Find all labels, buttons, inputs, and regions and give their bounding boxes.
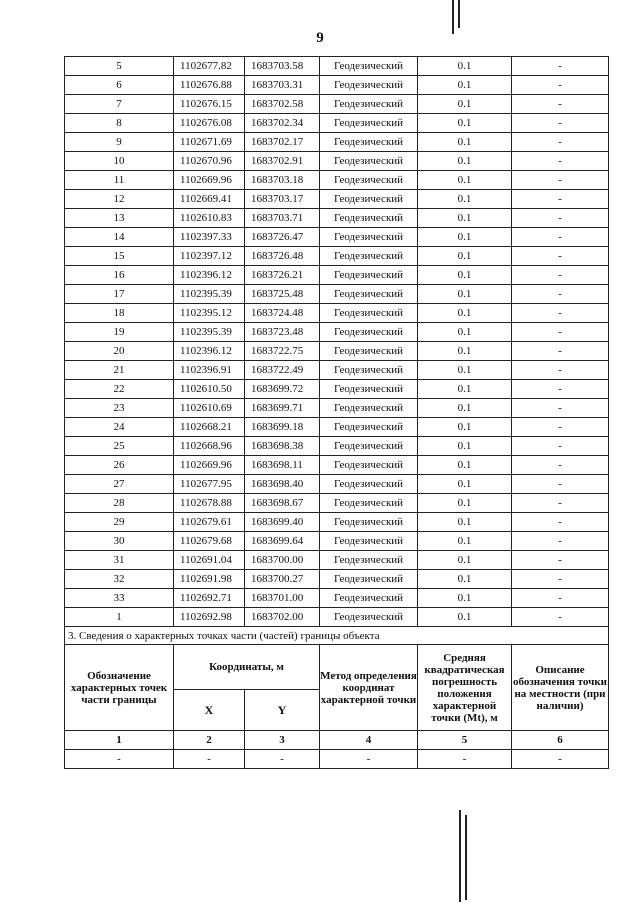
x-coordinate-cell: 1102396.91	[174, 361, 245, 380]
error-cell: 0.1	[418, 532, 512, 551]
method-cell: Геодезический	[320, 513, 418, 532]
method-cell: Геодезический	[320, 456, 418, 475]
method-cell: Геодезический	[320, 247, 418, 266]
x-coordinate-cell: 1102677.95	[174, 475, 245, 494]
table-row	[65, 247, 609, 266]
method-cell: Геодезический	[320, 608, 418, 627]
x-coordinate-cell: 1102679.61	[174, 513, 245, 532]
error-cell: 0.1	[418, 589, 512, 608]
y-coordinate-cell: 1683701.00	[245, 589, 320, 608]
error-cell: 0.1	[418, 418, 512, 437]
x-coordinate-cell: 1102395.39	[174, 285, 245, 304]
header-error: Средняя квадратическая погрешность положения характерной точки (Mt), м	[418, 645, 512, 731]
point-number-cell: 33	[65, 589, 174, 608]
description-cell: -	[512, 323, 609, 342]
table-row	[65, 152, 609, 171]
point-number-cell: 23	[65, 399, 174, 418]
method-cell: Геодезический	[320, 304, 418, 323]
y-coordinate-cell: 1683702.91	[245, 152, 320, 171]
y-coordinate-cell: 1683726.21	[245, 266, 320, 285]
description-cell: -	[512, 152, 609, 171]
description-cell: -	[512, 589, 609, 608]
method-cell: Геодезический	[320, 551, 418, 570]
point-number-cell: 8	[65, 114, 174, 133]
method-cell: Геодезический	[320, 418, 418, 437]
description-cell: -	[512, 475, 609, 494]
error-cell: 0.1	[418, 266, 512, 285]
point-number-cell: 25	[65, 437, 174, 456]
column-number: 3	[245, 731, 320, 750]
method-cell: Геодезический	[320, 323, 418, 342]
x-coordinate-cell: 1102692.71	[174, 589, 245, 608]
description-cell: -	[512, 399, 609, 418]
x-coordinate-cell: 1102610.69	[174, 399, 245, 418]
x-coordinate-cell: 1102679.68	[174, 532, 245, 551]
table-row	[65, 399, 609, 418]
x-coordinate-cell: 1102396.12	[174, 266, 245, 285]
description-cell: -	[512, 551, 609, 570]
y-coordinate-cell: 1683723.48	[245, 323, 320, 342]
table-row	[65, 342, 609, 361]
scan-mark-bottom	[459, 810, 461, 902]
error-cell: 0.1	[418, 323, 512, 342]
error-cell: 0.1	[418, 190, 512, 209]
method-cell: Геодезический	[320, 285, 418, 304]
empty-cell: -	[174, 750, 245, 769]
x-coordinate-cell: 1102669.96	[174, 456, 245, 475]
y-coordinate-cell: 1683703.17	[245, 190, 320, 209]
scan-mark-top	[452, 0, 454, 34]
table-row	[65, 190, 609, 209]
y-coordinate-cell: 1683699.72	[245, 380, 320, 399]
error-cell: 0.1	[418, 513, 512, 532]
table-row	[65, 133, 609, 152]
x-coordinate-cell: 1102691.04	[174, 551, 245, 570]
table-row	[65, 570, 609, 589]
description-cell: -	[512, 418, 609, 437]
y-coordinate-cell: 1683722.49	[245, 361, 320, 380]
error-cell: 0.1	[418, 437, 512, 456]
x-coordinate-cell: 1102691.98	[174, 570, 245, 589]
method-cell: Геодезический	[320, 342, 418, 361]
description-cell: -	[512, 114, 609, 133]
table-row	[65, 380, 609, 399]
description-cell: -	[512, 76, 609, 95]
y-coordinate-cell: 1683698.38	[245, 437, 320, 456]
description-cell: -	[512, 57, 609, 76]
x-coordinate-cell: 1102397.33	[174, 228, 245, 247]
y-coordinate-cell: 1683703.18	[245, 171, 320, 190]
error-cell: 0.1	[418, 209, 512, 228]
description-cell: -	[512, 266, 609, 285]
point-number-cell: 13	[65, 209, 174, 228]
y-coordinate-cell: 1683724.48	[245, 304, 320, 323]
table-row	[65, 532, 609, 551]
error-cell: 0.1	[418, 456, 512, 475]
error-cell: 0.1	[418, 475, 512, 494]
y-coordinate-cell: 1683699.71	[245, 399, 320, 418]
table-row	[65, 608, 609, 627]
point-number-cell: 31	[65, 551, 174, 570]
header-designation: Обозначение характерных точек части границы	[65, 645, 174, 731]
point-number-cell: 18	[65, 304, 174, 323]
point-number-cell: 11	[65, 171, 174, 190]
column-numbers-row	[65, 731, 609, 750]
y-coordinate-cell: 1683702.17	[245, 133, 320, 152]
table-row	[65, 228, 609, 247]
description-cell: -	[512, 209, 609, 228]
error-cell: 0.1	[418, 247, 512, 266]
section-3-title: 3. Сведения о характерных точках части (частей) границы объекта	[65, 627, 609, 645]
y-coordinate-cell: 1683703.58	[245, 57, 320, 76]
method-cell: Геодезический	[320, 380, 418, 399]
method-cell: Геодезический	[320, 494, 418, 513]
y-coordinate-cell: 1683698.67	[245, 494, 320, 513]
description-cell: -	[512, 190, 609, 209]
y-coordinate-cell: 1683703.71	[245, 209, 320, 228]
table-row	[65, 513, 609, 532]
point-number-cell: 20	[65, 342, 174, 361]
y-coordinate-cell: 1683699.64	[245, 532, 320, 551]
x-coordinate-cell: 1102670.96	[174, 152, 245, 171]
y-coordinate-cell: 1683699.40	[245, 513, 320, 532]
point-number-cell: 22	[65, 380, 174, 399]
error-cell: 0.1	[418, 380, 512, 399]
point-number-cell: 9	[65, 133, 174, 152]
point-number-cell: 27	[65, 475, 174, 494]
header-coordinates: Координаты, м	[174, 645, 320, 690]
description-cell: -	[512, 570, 609, 589]
error-cell: 0.1	[418, 152, 512, 171]
method-cell: Геодезический	[320, 57, 418, 76]
description-cell: -	[512, 456, 609, 475]
method-cell: Геодезический	[320, 76, 418, 95]
x-coordinate-cell: 1102668.96	[174, 437, 245, 456]
y-coordinate-cell: 1683703.31	[245, 76, 320, 95]
point-number-cell: 1	[65, 608, 174, 627]
table-row	[65, 361, 609, 380]
point-number-cell: 28	[65, 494, 174, 513]
column-number: 1	[65, 731, 174, 750]
table-row	[65, 266, 609, 285]
y-coordinate-cell: 1683700.27	[245, 570, 320, 589]
point-number-cell: 30	[65, 532, 174, 551]
page-number: 9	[316, 30, 324, 46]
table-row	[65, 57, 609, 76]
x-coordinate-cell: 1102610.50	[174, 380, 245, 399]
x-coordinate-cell: 1102396.12	[174, 342, 245, 361]
x-coordinate-cell: 1102676.15	[174, 95, 245, 114]
method-cell: Геодезический	[320, 209, 418, 228]
description-cell: -	[512, 285, 609, 304]
empty-cell: -	[245, 750, 320, 769]
y-coordinate-cell: 1683702.00	[245, 608, 320, 627]
x-coordinate-cell: 1102395.12	[174, 304, 245, 323]
method-cell: Геодезический	[320, 475, 418, 494]
x-coordinate-cell: 1102395.39	[174, 323, 245, 342]
table-row	[65, 456, 609, 475]
empty-cell: -	[65, 750, 174, 769]
description-cell: -	[512, 513, 609, 532]
error-cell: 0.1	[418, 304, 512, 323]
y-coordinate-cell: 1683725.48	[245, 285, 320, 304]
error-cell: 0.1	[418, 133, 512, 152]
empty-part-row	[65, 750, 609, 769]
coordinates-table-body	[65, 57, 609, 627]
description-cell: -	[512, 437, 609, 456]
table-row	[65, 589, 609, 608]
y-coordinate-cell: 1683722.75	[245, 342, 320, 361]
column-number: 4	[320, 731, 418, 750]
x-coordinate-cell: 1102678.88	[174, 494, 245, 513]
table-row	[65, 323, 609, 342]
x-coordinate-cell: 1102671.69	[174, 133, 245, 152]
error-cell: 0.1	[418, 228, 512, 247]
table-row	[65, 551, 609, 570]
point-number-cell: 24	[65, 418, 174, 437]
description-cell: -	[512, 228, 609, 247]
point-number-cell: 10	[65, 152, 174, 171]
table-row	[65, 304, 609, 323]
y-coordinate-cell: 1683702.58	[245, 95, 320, 114]
method-cell: Геодезический	[320, 532, 418, 551]
method-cell: Геодезический	[320, 589, 418, 608]
x-coordinate-cell: 1102692.98	[174, 608, 245, 627]
method-cell: Геодезический	[320, 361, 418, 380]
error-cell: 0.1	[418, 570, 512, 589]
point-number-cell: 19	[65, 323, 174, 342]
method-cell: Геодезический	[320, 171, 418, 190]
error-cell: 0.1	[418, 76, 512, 95]
x-coordinate-cell: 1102669.41	[174, 190, 245, 209]
x-coordinate-cell: 1102676.88	[174, 76, 245, 95]
description-cell: -	[512, 361, 609, 380]
y-coordinate-cell: 1683698.11	[245, 456, 320, 475]
description-cell: -	[512, 608, 609, 627]
method-cell: Геодезический	[320, 152, 418, 171]
description-cell: -	[512, 304, 609, 323]
header-x: X	[174, 690, 245, 731]
method-cell: Геодезический	[320, 133, 418, 152]
method-cell: Геодезический	[320, 570, 418, 589]
point-number-cell: 32	[65, 570, 174, 589]
scan-mark-bottom-2	[465, 815, 467, 900]
point-number-cell: 26	[65, 456, 174, 475]
header-method: Метод определения координат характерной точки	[320, 645, 418, 731]
error-cell: 0.1	[418, 114, 512, 133]
coordinates-table	[64, 56, 609, 769]
error-cell: 0.1	[418, 608, 512, 627]
header-description: Описание обозначения точки на местности (при наличии)	[512, 645, 609, 731]
empty-cell: -	[418, 750, 512, 769]
error-cell: 0.1	[418, 399, 512, 418]
method-cell: Геодезический	[320, 114, 418, 133]
point-number-cell: 6	[65, 76, 174, 95]
description-cell: -	[512, 532, 609, 551]
error-cell: 0.1	[418, 95, 512, 114]
scan-mark-top-2	[458, 0, 460, 28]
method-cell: Геодезический	[320, 190, 418, 209]
error-cell: 0.1	[418, 285, 512, 304]
point-number-cell: 14	[65, 228, 174, 247]
column-number: 6	[512, 731, 609, 750]
y-coordinate-cell: 1683726.47	[245, 228, 320, 247]
y-coordinate-cell: 1683699.18	[245, 418, 320, 437]
point-number-cell: 16	[65, 266, 174, 285]
table-row	[65, 285, 609, 304]
table-row	[65, 494, 609, 513]
empty-cell: -	[320, 750, 418, 769]
method-cell: Геодезический	[320, 266, 418, 285]
description-cell: -	[512, 247, 609, 266]
table-row	[65, 171, 609, 190]
table-row	[65, 209, 609, 228]
description-cell: -	[512, 342, 609, 361]
description-cell: -	[512, 380, 609, 399]
x-coordinate-cell: 1102397.12	[174, 247, 245, 266]
table-row	[65, 475, 609, 494]
x-coordinate-cell: 1102669.96	[174, 171, 245, 190]
column-number: 2	[174, 731, 245, 750]
error-cell: 0.1	[418, 171, 512, 190]
point-number-cell: 12	[65, 190, 174, 209]
table-row	[65, 437, 609, 456]
x-coordinate-cell: 1102668.21	[174, 418, 245, 437]
point-number-cell: 17	[65, 285, 174, 304]
error-cell: 0.1	[418, 342, 512, 361]
description-cell: -	[512, 133, 609, 152]
table-row	[65, 114, 609, 133]
method-cell: Геодезический	[320, 95, 418, 114]
error-cell: 0.1	[418, 551, 512, 570]
error-cell: 0.1	[418, 361, 512, 380]
method-cell: Геодезический	[320, 437, 418, 456]
y-coordinate-cell: 1683702.34	[245, 114, 320, 133]
table-row	[65, 418, 609, 437]
y-coordinate-cell: 1683726.48	[245, 247, 320, 266]
y-coordinate-cell: 1683698.40	[245, 475, 320, 494]
description-cell: -	[512, 494, 609, 513]
empty-cell: -	[512, 750, 609, 769]
x-coordinate-cell: 1102676.08	[174, 114, 245, 133]
method-cell: Геодезический	[320, 399, 418, 418]
x-coordinate-cell: 1102677.82	[174, 57, 245, 76]
y-coordinate-cell: 1683700.00	[245, 551, 320, 570]
table-row	[65, 95, 609, 114]
table-row	[65, 76, 609, 95]
point-number-cell: 5	[65, 57, 174, 76]
column-number: 5	[418, 731, 512, 750]
point-number-cell: 7	[65, 95, 174, 114]
error-cell: 0.1	[418, 494, 512, 513]
description-cell: -	[512, 95, 609, 114]
x-coordinate-cell: 1102610.83	[174, 209, 245, 228]
header-y: Y	[245, 690, 320, 731]
description-cell: -	[512, 171, 609, 190]
point-number-cell: 21	[65, 361, 174, 380]
error-cell: 0.1	[418, 57, 512, 76]
point-number-cell: 15	[65, 247, 174, 266]
point-number-cell: 29	[65, 513, 174, 532]
method-cell: Геодезический	[320, 228, 418, 247]
